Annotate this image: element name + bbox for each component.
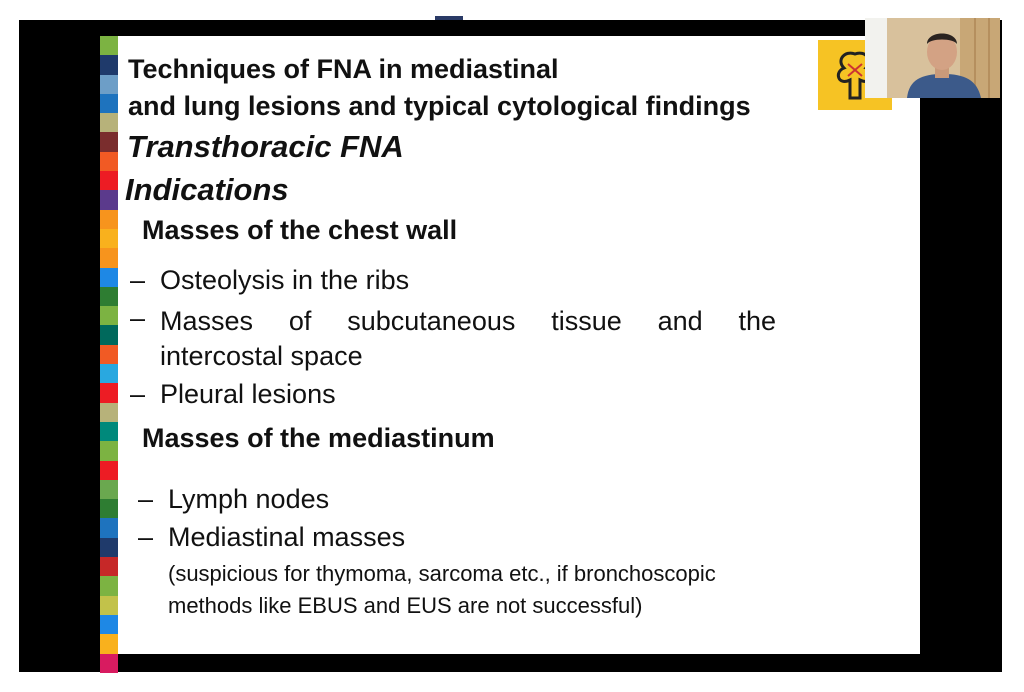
stripe-segment xyxy=(100,499,118,518)
note-line-2: methods like EBUS and EUS are not successful) xyxy=(168,593,643,618)
section-heading-mediastinum: Masses of the mediastinum xyxy=(142,423,495,453)
slide-title-line-1: Techniques of FNA in mediastinal xyxy=(128,54,559,84)
stripe-segment xyxy=(100,461,118,480)
color-stripe xyxy=(100,36,118,654)
bullet-dash: – xyxy=(138,522,154,552)
stripe-segment xyxy=(100,229,118,248)
list-item-continuation: intercostal space xyxy=(160,341,363,371)
list-item: Lymph nodes xyxy=(168,484,330,514)
stripe-segment xyxy=(100,113,118,132)
stripe-segment xyxy=(100,190,118,209)
stripe-segment xyxy=(100,132,118,151)
stripe-segment xyxy=(100,480,118,499)
stripe-segment xyxy=(100,36,118,55)
list-item: Masses of subcutaneous tissue and the xyxy=(160,306,776,336)
list-item: Mediastinal masses xyxy=(168,522,406,552)
note-line-1: (suspicious for thymoma, sarcoma etc., if bronchoscopic xyxy=(168,561,716,586)
slide-title-line-2: and lung lesions and typical cytological findings xyxy=(128,91,751,121)
stripe-segment xyxy=(100,94,118,113)
section-heading-chest-wall: Masses of the chest wall xyxy=(142,215,458,245)
stripe-segment xyxy=(100,210,118,229)
stripe-segment xyxy=(100,248,118,267)
stripe-segment xyxy=(100,325,118,344)
stripe-segment xyxy=(100,383,118,402)
stripe-segment xyxy=(100,345,118,364)
stripe-segment xyxy=(100,364,118,383)
subtitle-transthoracic: Transthoracic FNA xyxy=(127,129,404,164)
subtitle-indications: Indications xyxy=(125,172,289,207)
list-item: Osteolysis in the ribs xyxy=(160,265,410,295)
stripe-segment xyxy=(100,75,118,94)
stripe-segment xyxy=(100,518,118,537)
bullet-dash: – xyxy=(130,265,146,295)
list-item: Pleural lesions xyxy=(160,379,336,409)
stripe-segment xyxy=(100,615,118,634)
stripe-segment xyxy=(100,576,118,595)
stripe-segment xyxy=(100,152,118,171)
stripe-segment xyxy=(100,634,118,653)
stripe-segment xyxy=(100,403,118,422)
stripe-segment xyxy=(100,171,118,190)
bullet-dash: – xyxy=(138,484,154,514)
stripe-segment xyxy=(100,557,118,576)
stripe-segment xyxy=(100,538,118,557)
stripe-segment xyxy=(100,55,118,74)
stripe-segment xyxy=(100,268,118,287)
stripe-segment xyxy=(100,422,118,441)
bullet-dash: – xyxy=(130,303,146,333)
stripe-segment xyxy=(100,596,118,615)
stripe-segment xyxy=(100,654,118,673)
stripe-segment xyxy=(100,306,118,325)
stripe-segment xyxy=(100,441,118,460)
bullet-dash: – xyxy=(130,379,146,409)
stripe-segment xyxy=(100,287,118,306)
webcam-feed xyxy=(865,18,1000,98)
